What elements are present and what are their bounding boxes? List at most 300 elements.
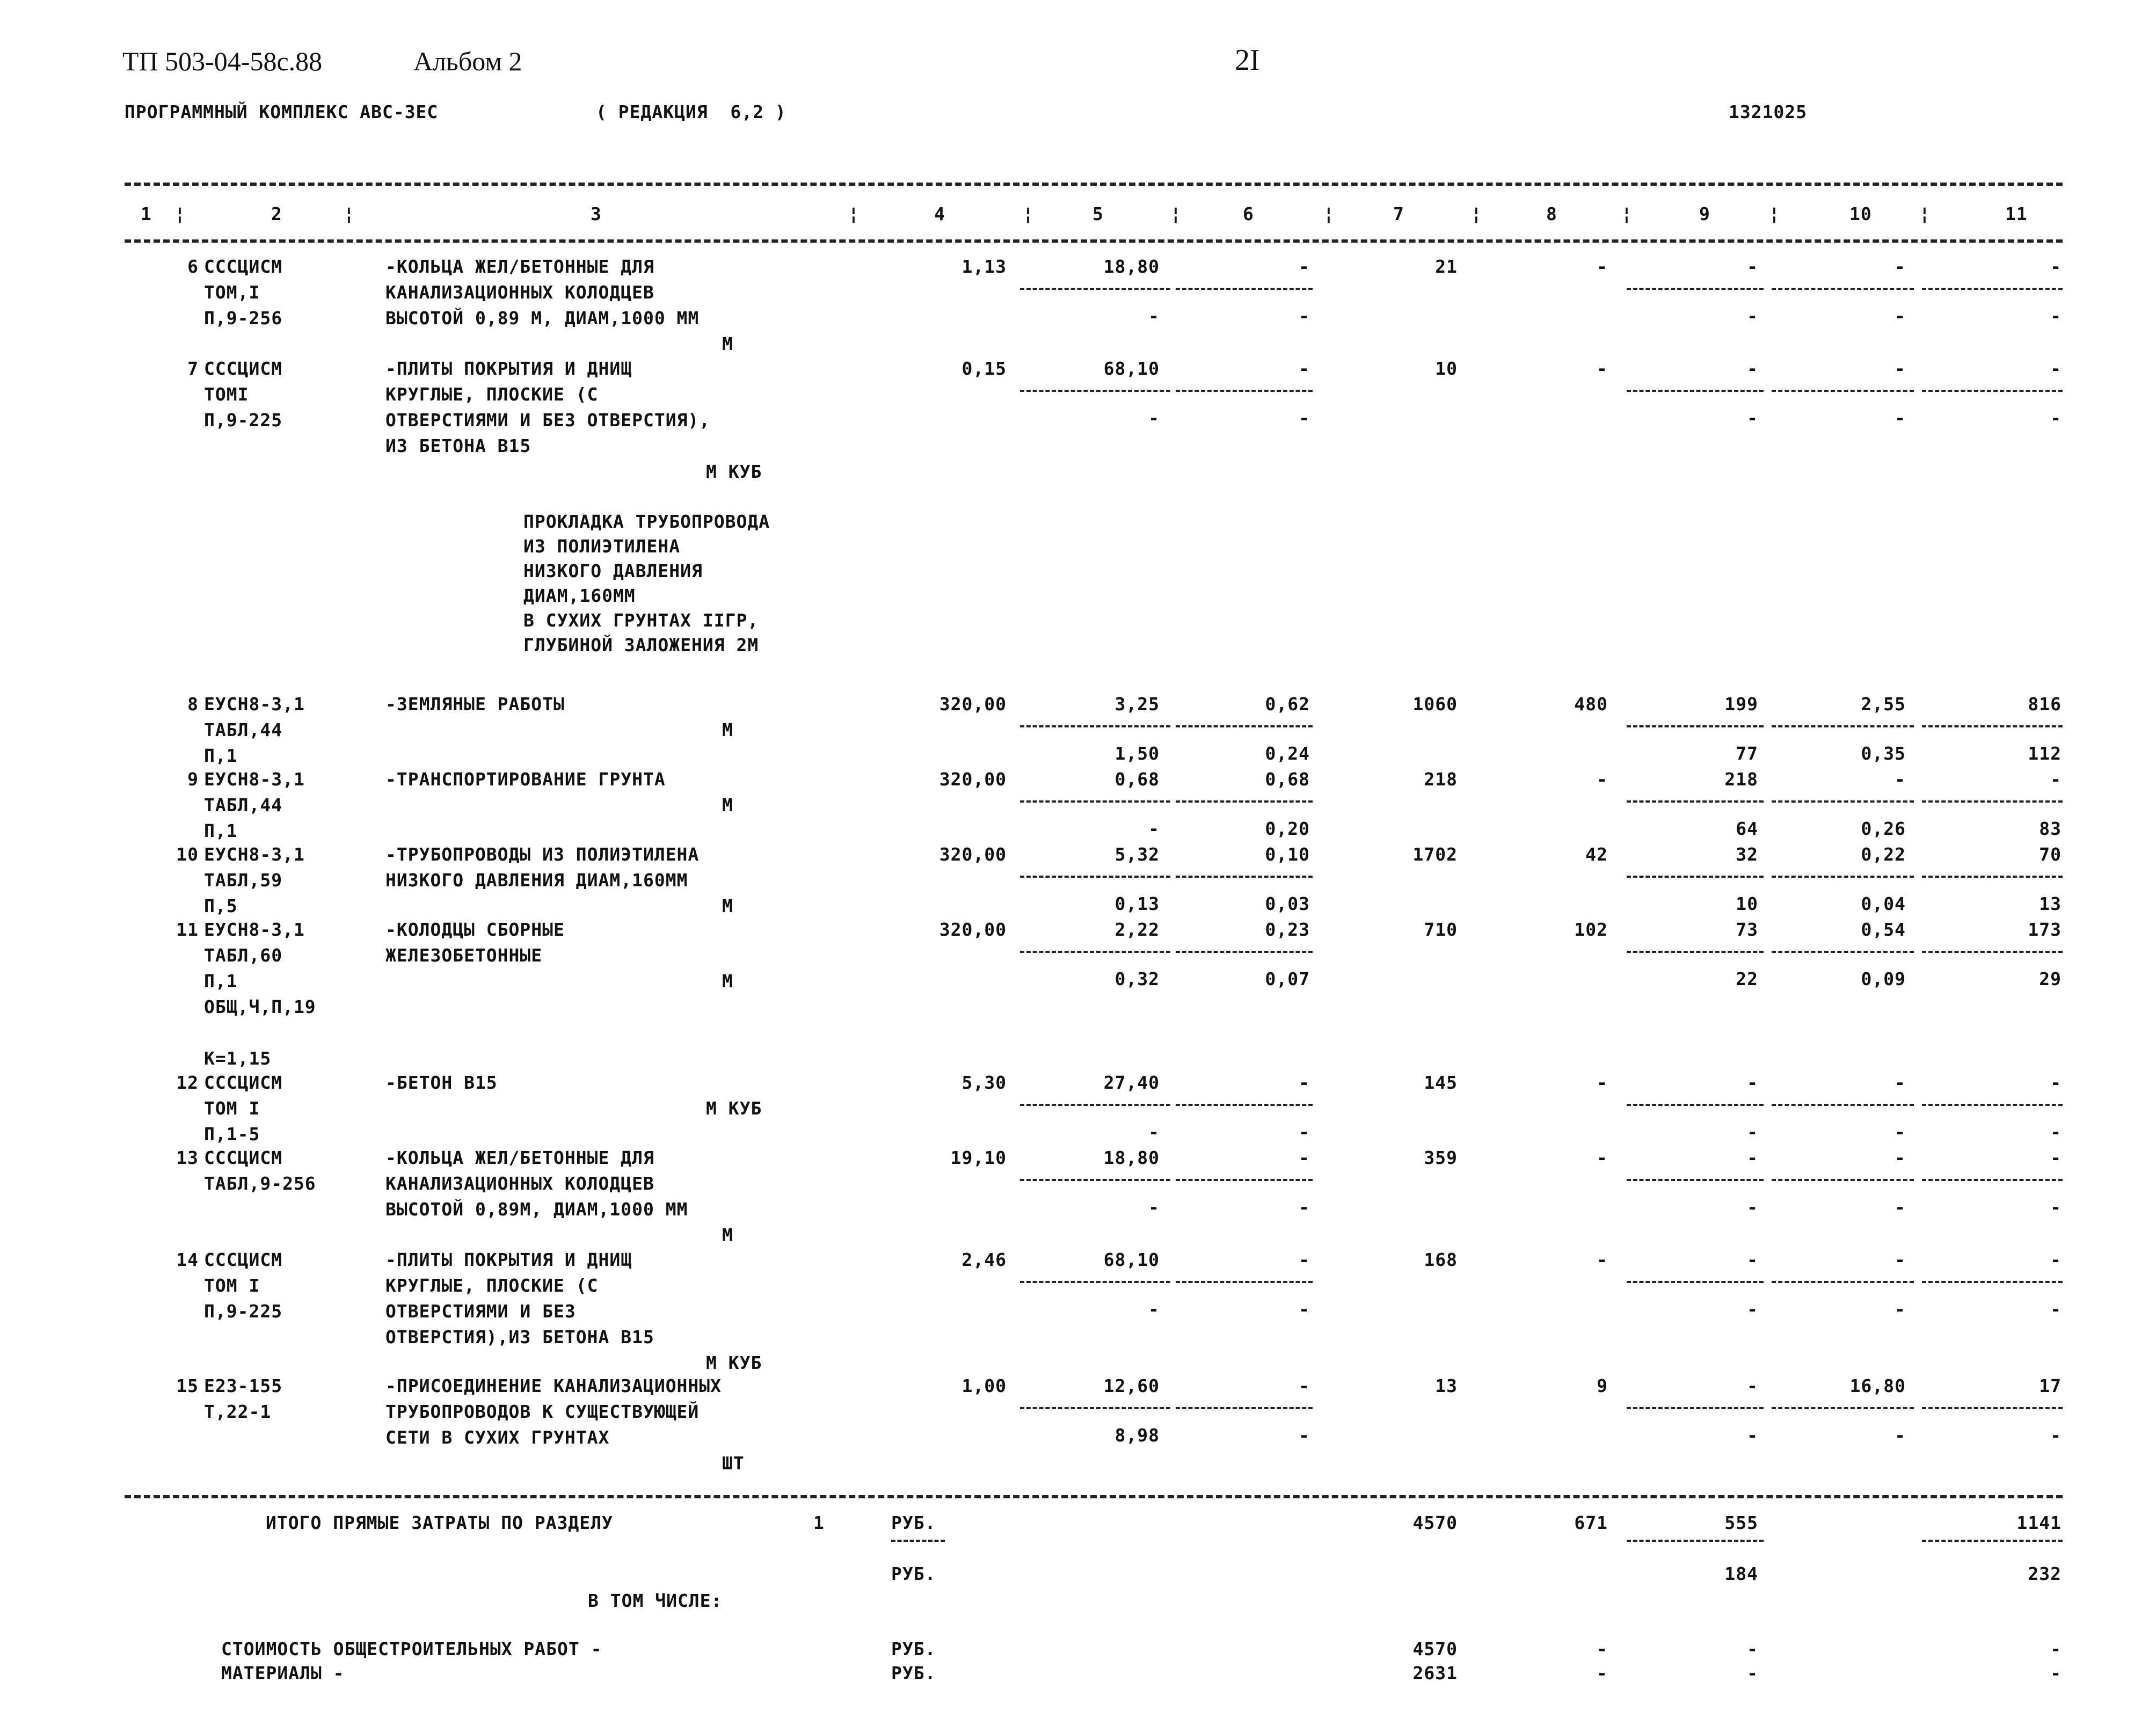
row-c10-top: 16,80: [1849, 1375, 1906, 1396]
row-number: 14: [176, 1249, 199, 1270]
row-c6-top: -: [1299, 1072, 1310, 1093]
row-code: ТАБЛ,60: [204, 945, 283, 966]
row-c5-separator: [1020, 1407, 1170, 1409]
row-code: ТАБЛ,44: [204, 795, 283, 815]
row-c9-top: 73: [1736, 919, 1758, 940]
row-c9-top: -: [1747, 1072, 1758, 1093]
row-c6-top: 0,62: [1265, 694, 1310, 715]
row-c9-bottom: -: [1747, 1299, 1758, 1320]
row-code: ТАБЛ,59: [204, 870, 283, 891]
row-c6-separator: [1176, 1104, 1313, 1106]
row-unit: М КУБ: [706, 1098, 762, 1119]
totals-col7: 4570: [1412, 1512, 1458, 1533]
row-c11-separator: [1922, 800, 2063, 803]
row-code: ТОМ I: [204, 1275, 260, 1296]
row-c10-separator: [1772, 1281, 1914, 1283]
row-c6-top: -: [1299, 256, 1310, 277]
row-c9-separator: [1627, 390, 1764, 392]
top-rule: [125, 183, 2063, 186]
row-col8: 42: [1585, 844, 1608, 865]
row-c5-separator: [1020, 951, 1170, 953]
row-description: ОТВЕРСТИЯ),ИЗ БЕТОНА В15: [385, 1327, 654, 1347]
totals-unit-2: РУБ.: [891, 1563, 936, 1584]
row-description: ОТВЕРСТИЯМИ И БЕЗ ОТВЕРСТИЯ),: [385, 410, 711, 431]
row-c10-bottom: -: [1895, 407, 1906, 428]
row-unit: М: [722, 795, 733, 815]
row-c9-separator: [1627, 288, 1764, 290]
row-c5-separator: [1020, 725, 1170, 727]
row-c6-bottom: -: [1299, 1299, 1310, 1320]
column-header-11: 11: [2005, 203, 2028, 224]
row-c9-top: -: [1747, 358, 1758, 379]
row-c10-separator: [1772, 725, 1914, 727]
row-c9-separator: [1627, 1104, 1764, 1106]
row-c9-separator: [1627, 725, 1764, 727]
row-c10-bottom: -: [1895, 1299, 1906, 1320]
row-c10-bottom: 0,26: [1861, 818, 1906, 839]
row-code: П,1: [204, 820, 238, 841]
row-description: -ПЛИТЫ ПОКРЫТИЯ И ДНИЩ: [385, 1249, 632, 1270]
row-c10-top: 2,55: [1861, 694, 1906, 715]
materials-col11: -: [2050, 1663, 2062, 1684]
row-col7: 168: [1424, 1249, 1458, 1270]
row-c6-separator: [1176, 288, 1313, 290]
row-col8: -: [1597, 358, 1608, 379]
row-description: ИЗ БЕТОНА В15: [385, 435, 531, 456]
row-description: -ПЛИТЫ ПОКРЫТИЯ И ДНИЩ: [385, 358, 632, 379]
row-c5-bottom: 0,32: [1115, 968, 1160, 989]
row-c10-top: 0,22: [1861, 844, 1906, 865]
row-c5-top: 18,80: [1103, 1147, 1160, 1168]
row-c5-separator: [1020, 800, 1170, 803]
row-c6-bottom: 0,24: [1265, 743, 1310, 764]
row-quantity: 320,00: [939, 769, 1007, 790]
row-c6-separator: [1176, 1281, 1313, 1283]
row-c6-top: -: [1299, 1147, 1310, 1168]
row-c9-bottom: 77: [1736, 743, 1758, 764]
row-c9-top: -: [1747, 1375, 1758, 1396]
row-c10-separator: [1772, 951, 1914, 953]
column-header-6: 6: [1243, 203, 1254, 224]
row-c9-separator: [1627, 800, 1764, 803]
row-col8: -: [1597, 1072, 1608, 1093]
row-c5-top: 68,10: [1103, 1249, 1160, 1270]
column-header-4: 4: [934, 203, 945, 224]
totals-col9-b: 184: [1724, 1563, 1758, 1584]
row-c11-separator: [1922, 1104, 2063, 1106]
column-header-1: 1: [141, 203, 152, 224]
row-description: -ПРИСОЕДИНЕНИЕ КАНАЛИЗАЦИОННЫХ: [385, 1375, 722, 1396]
row-c5-bottom: 1,50: [1115, 743, 1160, 764]
row-c5-separator: [1020, 1104, 1170, 1106]
row-description: КРУГЛЫЕ, ПЛОСКИЕ (С: [385, 384, 599, 405]
totals-col11-b: 232: [2028, 1563, 2062, 1584]
row-number: 12: [176, 1072, 199, 1093]
row-c5-bottom: -: [1148, 818, 1160, 839]
column-separator: ¦: [1323, 203, 1335, 224]
row-c11-bottom: -: [2050, 407, 2062, 428]
totals-label: ИТОГО ПРЯМЫЕ ЗАТРАТЫ ПО РАЗДЕЛУ: [266, 1512, 613, 1533]
row-c5-bottom: -: [1148, 305, 1160, 326]
row-c5-separator: [1020, 1281, 1170, 1283]
row-number: 7: [187, 358, 199, 379]
row-description: -ТРАНСПОРТИРОВАНИЕ ГРУНТА: [385, 769, 666, 790]
row-code: ТОМI: [204, 384, 249, 405]
row-c9-bottom: -: [1747, 1425, 1758, 1446]
row-code: Е23-155: [204, 1375, 283, 1396]
row-description: -КОЛЬЦА ЖЕЛ/БЕТОННЫЕ ДЛЯ: [385, 1147, 654, 1168]
row-c11-separator: [1922, 288, 2063, 290]
row-description: -ТРУБОПРОВОДЫ ИЗ ПОЛИЭТИЛЕНА: [385, 844, 700, 865]
row-unit: М: [722, 719, 733, 740]
row-code: П,1: [204, 745, 238, 766]
row-col8: -: [1597, 1249, 1608, 1270]
row-col7: 359: [1424, 1147, 1458, 1168]
row-c11-bottom: -: [2050, 1121, 2062, 1142]
row-c6-separator: [1176, 876, 1313, 878]
row-col7: 218: [1424, 769, 1458, 790]
column-header-8: 8: [1546, 203, 1557, 224]
row-description: -КОЛОДЦЫ СБОРНЫЕ: [385, 919, 565, 940]
row-c10-bottom: 0,09: [1861, 968, 1906, 989]
page-number: 2I: [1235, 43, 1260, 77]
album-label: Альбом 2: [413, 46, 522, 76]
row-quantity: 320,00: [939, 919, 1007, 940]
row-c6-top: -: [1299, 358, 1310, 379]
row-c11-separator: [1922, 951, 2063, 953]
row-code: СССЦИСМ: [204, 256, 283, 277]
row-code: П,5: [204, 895, 238, 916]
row-quantity: 320,00: [939, 844, 1007, 865]
row-number: 15: [176, 1375, 199, 1396]
row-c5-top: 0,68: [1115, 769, 1160, 790]
row-c9-bottom: -: [1747, 1197, 1758, 1218]
row-c5-separator: [1020, 288, 1170, 290]
row-c9-top: 218: [1724, 769, 1758, 790]
row-code: СССЦИСМ: [204, 1147, 283, 1168]
general-works-col11: -: [2050, 1638, 2062, 1659]
row-c6-bottom: 0,03: [1265, 893, 1310, 914]
row-c9-bottom: -: [1747, 407, 1758, 428]
row-col8: 9: [1597, 1375, 1608, 1396]
row-description: -БЕТОН В15: [385, 1072, 498, 1093]
totals-col11: 1141: [2016, 1512, 2062, 1533]
general-works-unit: РУБ.: [891, 1638, 936, 1659]
row-c11-separator: [1922, 1281, 2063, 1283]
row-c5-top: 12,60: [1103, 1375, 1160, 1396]
row-c10-separator: [1772, 1407, 1914, 1409]
general-works-col8: -: [1597, 1638, 1608, 1659]
column-separator: ¦: [344, 203, 355, 224]
row-c11-top: 816: [2028, 694, 2062, 715]
row-number: 6: [187, 256, 199, 277]
row-c6-top: 0,68: [1265, 769, 1310, 790]
row-col8: -: [1597, 1147, 1608, 1168]
general-works-col9: -: [1747, 1638, 1758, 1659]
row-c9-bottom: -: [1747, 1121, 1758, 1142]
row-code: П,1: [204, 971, 238, 992]
section-note-line: В СУХИХ ГРУНТАХ IIГР,: [523, 610, 759, 631]
row-code: П,9-225: [204, 1301, 283, 1322]
column-header-9: 9: [1699, 203, 1710, 224]
row-number: 8: [187, 694, 199, 715]
row-c9-top: -: [1747, 256, 1758, 277]
row-c9-top: -: [1747, 1249, 1758, 1270]
totals-section: 1: [813, 1512, 825, 1533]
row-code: ТАБЛ,9-256: [204, 1173, 316, 1194]
row-description: КАНАЛИЗАЦИОННЫХ КОЛОДЦЕВ: [385, 1173, 654, 1194]
row-c11-bottom: 112: [2028, 743, 2062, 764]
row-c6-top: -: [1299, 1375, 1310, 1396]
row-unit: М: [722, 333, 733, 354]
materials-col7: 2631: [1412, 1663, 1458, 1684]
row-c6-separator: [1176, 390, 1313, 392]
row-col7: 1702: [1412, 844, 1458, 865]
totals-col11-separator: [1922, 1540, 2063, 1542]
totals-col9-separator: [1627, 1540, 1764, 1542]
materials-unit: РУБ.: [891, 1663, 936, 1684]
row-unit: М КУБ: [706, 461, 762, 482]
row-description: ЖЕЛЕЗОБЕТОННЫЕ: [385, 945, 543, 966]
column-separator: ¦: [1170, 203, 1182, 224]
row-c5-top: 68,10: [1103, 358, 1160, 379]
row-c10-top: 0,54: [1861, 919, 1906, 940]
row-code: П,9-225: [204, 410, 283, 431]
row-col7: 21: [1435, 256, 1458, 277]
row-c9-separator: [1627, 1179, 1764, 1181]
row-unit: М: [722, 971, 733, 992]
row-col7: 10: [1435, 358, 1458, 379]
totals-unit-separator: [891, 1540, 945, 1542]
row-c9-bottom: -: [1747, 305, 1758, 326]
row-description: ВЫСОТОЙ 0,89 М, ДИАМ,1000 ММ: [385, 308, 700, 329]
row-c6-bottom: 0,20: [1265, 818, 1310, 839]
row-code: ОБЩ,Ч,П,19: [204, 996, 316, 1017]
row-c11-separator: [1922, 1407, 2063, 1409]
section-note-line: НИЗКОГО ДАВЛЕНИЯ: [523, 560, 703, 581]
row-c6-top: 0,23: [1265, 919, 1310, 940]
row-code: ЕУСН8-3,1: [204, 919, 305, 940]
row-c5-bottom: -: [1148, 407, 1160, 428]
row-c10-top: -: [1895, 1147, 1906, 1168]
row-c10-separator: [1772, 288, 1914, 290]
row-code: Т,22-1: [204, 1401, 272, 1422]
row-description: НИЗКОГО ДАВЛЕНИЯ ДИАМ,160ММ: [385, 870, 688, 891]
row-c11-top: -: [2050, 1147, 2062, 1168]
row-col7: 710: [1424, 919, 1458, 940]
row-c11-bottom: -: [2050, 305, 2062, 326]
column-separator: ¦: [848, 203, 860, 224]
row-code: СССЦИСМ: [204, 358, 283, 379]
row-quantity: 320,00: [939, 694, 1007, 715]
row-c10-separator: [1772, 876, 1914, 878]
row-quantity: 0,15: [962, 358, 1007, 379]
row-c9-separator: [1627, 1407, 1764, 1409]
row-c9-separator: [1627, 1281, 1764, 1283]
row-c11-separator: [1922, 390, 2063, 392]
row-code: ТОМ,I: [204, 282, 260, 303]
header-bottom-rule: [125, 239, 2063, 243]
row-c5-bottom: -: [1148, 1197, 1160, 1218]
totals-col8: 671: [1574, 1512, 1608, 1533]
row-c10-bottom: -: [1895, 305, 1906, 326]
row-c6-bottom: -: [1299, 1197, 1310, 1218]
doc-ref: ТП 503-04-58с.88: [122, 46, 323, 76]
row-c10-bottom: 0,04: [1861, 893, 1906, 914]
row-c10-separator: [1772, 1179, 1914, 1181]
column-separator: ¦: [174, 203, 186, 224]
row-c6-separator: [1176, 725, 1313, 727]
row-c11-bottom: 29: [2039, 968, 2062, 989]
row-c10-top: -: [1895, 256, 1906, 277]
general-works-col7: 4570: [1412, 1638, 1458, 1659]
section-note-line: ДИАМ,160ММ: [523, 585, 636, 606]
document-code: 1321025: [1729, 101, 1808, 122]
row-c11-top: 17: [2039, 1375, 2062, 1396]
row-description: КАНАЛИЗАЦИОННЫХ КОЛОДЦЕВ: [385, 282, 654, 303]
row-code: ЕУСН8-3,1: [204, 844, 305, 865]
row-c11-top: -: [2050, 769, 2062, 790]
row-c5-separator: [1020, 390, 1170, 392]
row-c9-separator: [1627, 951, 1764, 953]
general-works-label: СТОИМОСТЬ ОБЩЕСТРОИТЕЛЬНЫХ РАБОТ -: [221, 1638, 602, 1659]
row-c5-top: 2,22: [1115, 919, 1160, 940]
row-c6-separator: [1176, 951, 1313, 953]
row-col8: 480: [1574, 694, 1608, 715]
totals-including: В ТОМ ЧИСЛЕ:: [588, 1590, 723, 1611]
row-c6-bottom: -: [1299, 1121, 1310, 1142]
row-code: ТОМ I: [204, 1098, 260, 1119]
row-quantity: 1,00: [962, 1375, 1007, 1396]
row-unit: ШТ: [722, 1453, 745, 1474]
row-number: 9: [187, 769, 199, 790]
row-c9-top: -: [1747, 1147, 1758, 1168]
row-c10-bottom: -: [1895, 1121, 1906, 1142]
row-col8: 102: [1574, 919, 1608, 940]
row-c10-bottom: -: [1895, 1197, 1906, 1218]
row-code: ЕУСН8-3,1: [204, 769, 305, 790]
row-col7: 1060: [1412, 694, 1458, 715]
section-note-line: ГЛУБИНОЙ ЗАЛОЖЕНИЯ 2М: [523, 635, 759, 655]
row-c5-bottom: -: [1148, 1299, 1160, 1320]
row-c5-separator: [1020, 1179, 1170, 1181]
column-separator: ¦: [1919, 203, 1931, 224]
row-col8: -: [1597, 769, 1608, 790]
row-description: -КОЛЬЦА ЖЕЛ/БЕТОННЫЕ ДЛЯ: [385, 256, 654, 277]
row-c6-separator: [1176, 1407, 1313, 1409]
program-name: ПРОГРАММНЫЙ КОМПЛЕКС АВС-ЗЕС: [125, 101, 439, 122]
row-c10-separator: [1772, 1104, 1914, 1106]
row-c9-bottom: 22: [1736, 968, 1758, 989]
row-code: ЕУСН8-3,1: [204, 694, 305, 715]
row-c5-bottom: 0,13: [1115, 893, 1160, 914]
row-number: 13: [176, 1147, 199, 1168]
row-col8: -: [1597, 256, 1608, 277]
column-header-10: 10: [1849, 203, 1872, 224]
row-c11-bottom: -: [2050, 1425, 2062, 1446]
row-description: СЕТИ В СУХИХ ГРУНТАХ: [385, 1427, 610, 1448]
totals-col9: 555: [1724, 1512, 1758, 1533]
row-c5-top: 3,25: [1115, 694, 1160, 715]
row-c5-bottom: 8,98: [1115, 1425, 1160, 1446]
row-quantity: 2,46: [962, 1249, 1007, 1270]
row-c11-bottom: 13: [2039, 893, 2062, 914]
row-code: П,9-256: [204, 308, 283, 329]
row-c11-top: -: [2050, 1249, 2062, 1270]
materials-col8: -: [1597, 1663, 1608, 1684]
row-code: ТАБЛ,44: [204, 719, 283, 740]
row-c11-separator: [1922, 1179, 2063, 1181]
row-c11-bottom: 83: [2039, 818, 2062, 839]
row-c6-bottom: -: [1299, 1425, 1310, 1446]
row-c10-top: -: [1895, 1072, 1906, 1093]
row-c10-bottom: 0,35: [1861, 743, 1906, 764]
totals-unit: РУБ.: [891, 1512, 936, 1533]
row-code: П,1-5: [204, 1124, 260, 1145]
materials-label: МАТЕРИАЛЫ -: [221, 1663, 345, 1684]
row-description: -ЗЕМЛЯНЫЕ РАБОТЫ: [385, 694, 565, 715]
row-col7: 13: [1435, 1375, 1458, 1396]
row-c5-top: 18,80: [1103, 256, 1160, 277]
row-c9-bottom: 10: [1736, 893, 1758, 914]
row-c11-separator: [1922, 876, 2063, 878]
row-number: 11: [176, 919, 199, 940]
column-header-2: 2: [271, 203, 282, 224]
row-description: ОТВЕРСТИЯМИ И БЕЗ: [385, 1301, 576, 1322]
row-description: ТРУБОПРОВОДОВ К СУЩЕСТВУЮЩЕЙ: [385, 1401, 700, 1422]
row-unit: М КУБ: [706, 1352, 762, 1373]
column-separator: ¦: [1023, 203, 1034, 224]
row-code: СССЦИСМ: [204, 1249, 283, 1270]
row-c6-separator: [1176, 800, 1313, 803]
column-separator: ¦: [1769, 203, 1780, 224]
row-c10-separator: [1772, 800, 1914, 803]
row-c6-bottom: 0,07: [1265, 968, 1310, 989]
materials-col9: -: [1747, 1663, 1758, 1684]
row-c10-separator: [1772, 390, 1914, 392]
row-c11-separator: [1922, 725, 2063, 727]
row-c9-top: 32: [1736, 844, 1758, 865]
row-c11-top: 173: [2028, 919, 2062, 940]
row-code: СССЦИСМ: [204, 1072, 283, 1093]
column-header-3: 3: [591, 203, 602, 224]
row-c10-top: -: [1895, 1249, 1906, 1270]
row-c11-top: 70: [2039, 844, 2062, 865]
row-c5-bottom: -: [1148, 1121, 1160, 1142]
column-header-5: 5: [1092, 203, 1104, 224]
row-number: 10: [176, 844, 199, 865]
row-quantity: 19,10: [950, 1147, 1007, 1168]
section-note-line: ПРОКЛАДКА ТРУБОПРОВОДА: [523, 511, 770, 532]
row-quantity: 5,30: [962, 1072, 1007, 1093]
column-separator: ¦: [1621, 203, 1633, 224]
column-header-7: 7: [1393, 203, 1404, 224]
row-c9-bottom: 64: [1736, 818, 1758, 839]
row-c11-bottom: -: [2050, 1299, 2062, 1320]
row-c11-top: -: [2050, 358, 2062, 379]
row-c5-top: 27,40: [1103, 1072, 1160, 1093]
row-unit: М: [722, 1225, 733, 1245]
row-c9-separator: [1627, 876, 1764, 878]
row-c5-separator: [1020, 876, 1170, 878]
row-c9-top: 199: [1724, 694, 1758, 715]
row-c10-bottom: -: [1895, 1425, 1906, 1446]
row-c6-separator: [1176, 1179, 1313, 1181]
row-description: КРУГЛЫЕ, ПЛОСКИЕ (С: [385, 1275, 599, 1296]
row-c6-top: 0,10: [1265, 844, 1310, 865]
row-c11-top: -: [2050, 1072, 2062, 1093]
row-c11-top: -: [2050, 256, 2062, 277]
